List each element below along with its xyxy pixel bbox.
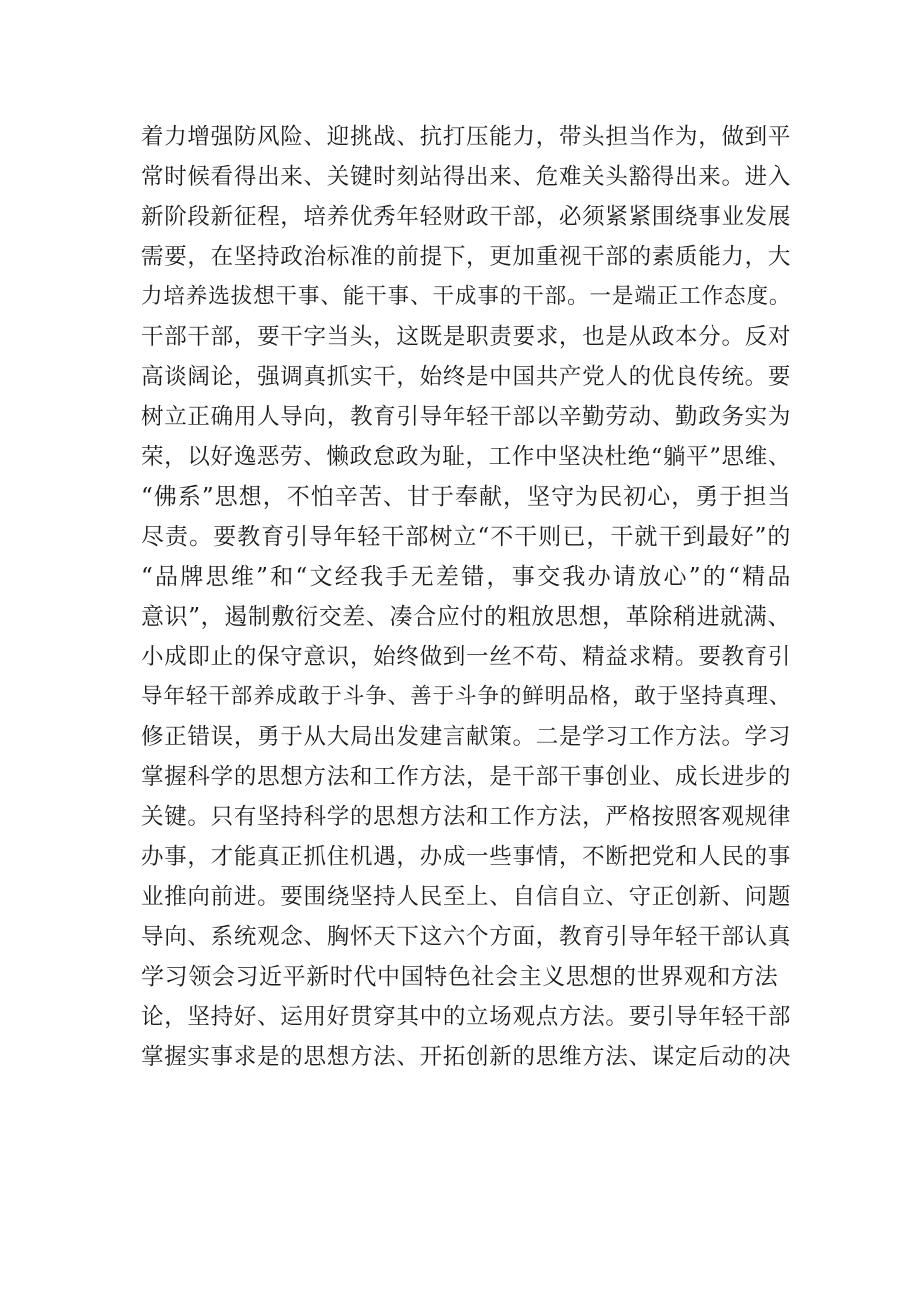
text-line-12: “品牌思维”和“文经我手无差错，事交我办请放心”的“精品: [141, 564, 791, 590]
text-line-19: 办事，才能真正抓住机遇，办成一些事情，不断把党和人民的事: [141, 844, 791, 870]
text-line-11: 尽责。要教育引导年轻干部树立“不干则已，干就干到最好”的: [141, 524, 791, 550]
text-line-3: 新阶段新征程，培养优秀年轻财政干部，必须紧紧围绕事业发展: [141, 204, 791, 230]
text-line-5: 力培养选拔想干事、能干事、干成事的干部。一是端正工作态度。: [141, 284, 791, 309]
text-line-23: 论，坚持好、运用好贯穿其中的立场观点方法。要引导年轻干部: [141, 1004, 791, 1030]
text-line-15: 导年轻干部养成敢于斗争、善于斗争的鲜明品格，敢于坚持真理、: [141, 684, 791, 709]
text-line-7: 高谈阔论，强调真抓实干，始终是中国共产党人的优良传统。要: [141, 364, 791, 390]
body-paragraph: [141, 117, 791, 1077]
text-line-20: 业推向前进。要围绕坚持人民至上、自信自立、守正创新、问题: [141, 884, 791, 910]
text-line-6: 干部干部，要干字当头，这既是职责要求，也是从政本分。反对: [141, 324, 791, 350]
text-line-14: 小成即止的保守意识，始终做到一丝不苟、精益求精。要教育引: [141, 644, 791, 670]
text-line-1: 着力增强防风险、迎挑战、抗打压能力，带头担当作为，做到平: [141, 124, 791, 150]
text-line-10: “佛系”思想，不怕辛苦、甘于奉献，坚守为民初心，勇于担当: [141, 484, 791, 510]
text-line-24: 掌握实事求是的思想方法、开拓创新的思维方法、谋定后动的决: [141, 1044, 791, 1070]
text-line-13: 意识”，遏制敷衍交差、凑合应付的粗放思想，革除稍进就满、: [141, 604, 791, 630]
text-line-16: 修正错误，勇于从大局出发建言献策。二是学习工作方法。学习: [141, 724, 791, 750]
text-line-22: 学习领会习近平新时代中国特色社会主义思想的世界观和方法: [141, 964, 779, 990]
text-line-21: 导向、系统观念、胸怀天下这六个方面，教育引导年轻干部认真: [141, 924, 791, 950]
text-line-8: 树立正确用人导向，教育引导年轻干部以辛勤劳动、勤政务实为: [141, 404, 791, 430]
text-line-2: 常时候看得出来、关键时刻站得出来、危难关头豁得出来。进入: [141, 164, 791, 190]
text-line-18: 关键。只有坚持科学的思想方法和工作方法，严格按照客观规律: [141, 804, 791, 830]
text-line-4: 需要，在坚持政治标准的前提下，更加重视干部的素质能力，大: [141, 244, 791, 270]
text-line-9: 荣，以好逸恶劳、懒政怠政为耻，工作中坚决杜绝“躺平”思维、: [141, 444, 791, 470]
text-line-17: 掌握科学的思想方法和工作方法，是干部干事创业、成长进步的: [141, 764, 791, 790]
